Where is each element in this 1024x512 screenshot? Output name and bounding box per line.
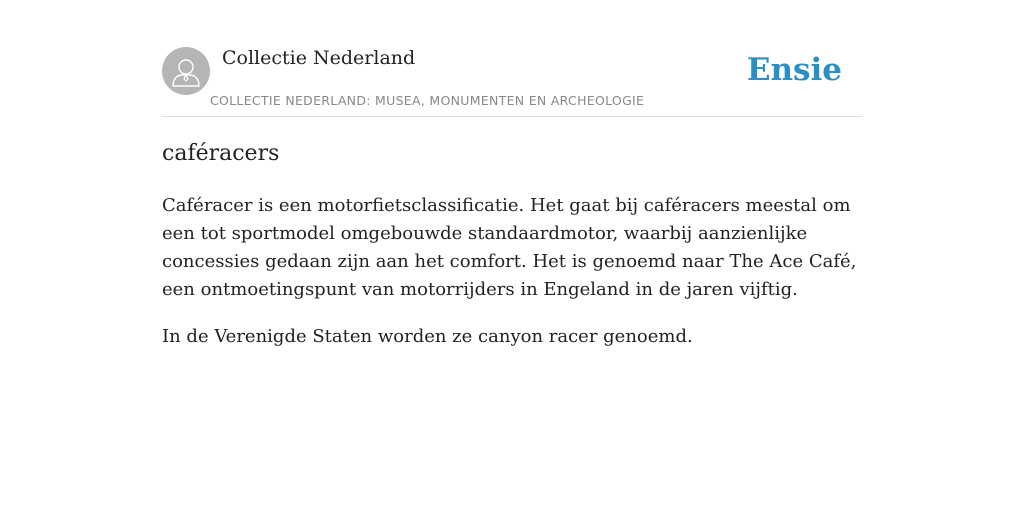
ensie-logo[interactable]: Ensie [746, 52, 842, 88]
header [162, 46, 862, 117]
author-subtitle: COLLECTIE NEDERLAND: MUSEA, MONUMENTEN EN ARCHEOLOGIE [210, 93, 645, 108]
user-silhouette-icon [162, 47, 210, 95]
avatar[interactable] [162, 47, 210, 95]
definition-paragraph: In de Verenigde Staten worden ze canyon racer genoemd. [162, 326, 693, 347]
definition-paragraph: Caféracer is een motorfietsclassificatie. Het gaat bij caféracers meestal om een tot sportmodel omgebouwde standaardmotor, waarbij aanzienlijke concessies gedaan zijn aan het comfort. Het is genoemd naar The Ace Café, een ontmoetingspunt van motorrijders in Engeland in de jaren vijftig. [162, 195, 857, 300]
article [162, 138, 862, 351]
author-name-link[interactable]: Collectie Nederland [222, 47, 416, 69]
term-title: caféracers [162, 141, 280, 166]
